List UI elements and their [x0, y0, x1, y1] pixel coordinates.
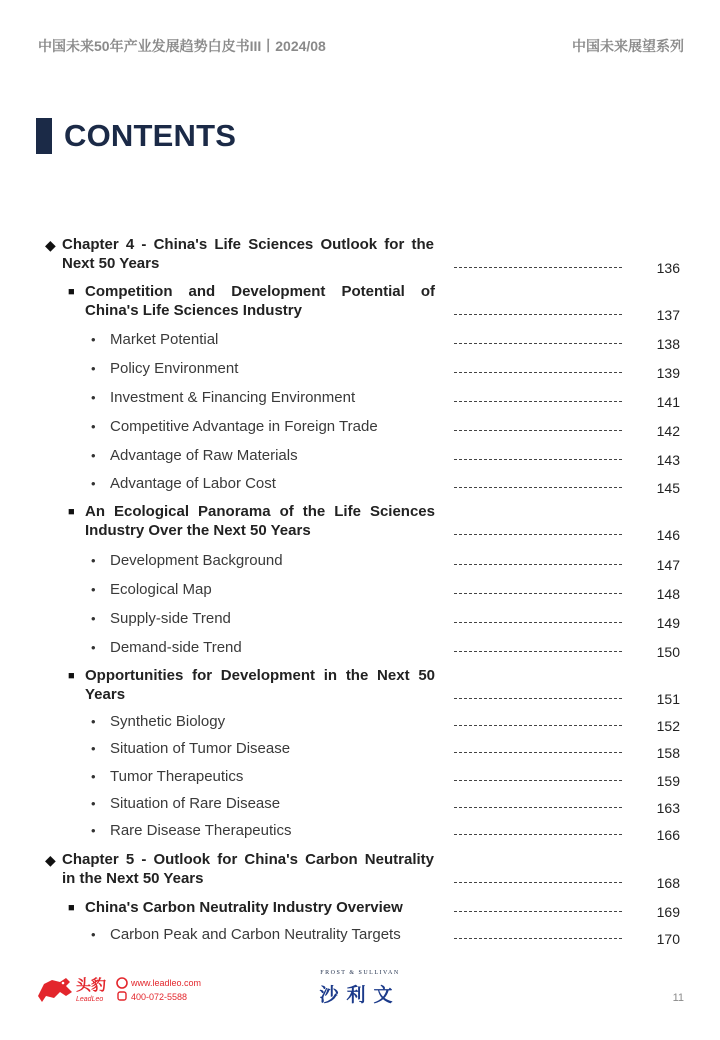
toc-entry-title[interactable]: Rare Disease Therapeutics	[110, 822, 292, 839]
toc-entry-title[interactable]: Chapter 5 - Outlook for China's Carbon Neutrality	[62, 851, 434, 868]
header-title: 中国未来50年产业发展趋势白皮书III丨2024/08	[38, 38, 326, 54]
toc-entry-title[interactable]: Ecological Map	[110, 581, 212, 598]
toc-page-number[interactable]: 169	[656, 904, 680, 920]
leader-dots	[454, 372, 622, 374]
diamond-icon: ◆	[45, 852, 56, 868]
dot-bullet-icon: •	[91, 582, 96, 597]
leader-dots	[454, 459, 622, 461]
toc-page-number[interactable]: 138	[656, 336, 680, 352]
brand-cn: 头豹	[76, 976, 107, 994]
toc-page-number[interactable]: 158	[656, 745, 680, 761]
leader-dots	[454, 807, 622, 809]
leader-dots	[454, 698, 622, 700]
leader-dots	[454, 834, 622, 836]
dot-bullet-icon: •	[91, 640, 96, 655]
leader-dots	[454, 593, 622, 595]
toc-entry-title[interactable]: Competitive Advantage in Foreign Trade	[110, 418, 378, 435]
dot-bullet-icon: •	[91, 611, 96, 626]
toc-page-number[interactable]: 159	[656, 773, 680, 789]
toc-page-number[interactable]: 145	[656, 480, 680, 496]
leader-dots	[454, 564, 622, 566]
toc-page-number[interactable]: 143	[656, 452, 680, 468]
toc-page-number[interactable]: 136	[656, 260, 680, 276]
leader-dots	[454, 343, 622, 345]
leader-dots	[454, 534, 622, 536]
dot-bullet-icon: •	[91, 390, 96, 405]
toc-entry-title[interactable]: Advantage of Labor Cost	[110, 475, 276, 492]
phone: 400-072-5588	[131, 992, 188, 1002]
dot-bullet-icon: •	[91, 714, 96, 729]
leader-dots	[454, 752, 622, 754]
leadleo-logo	[36, 970, 226, 1006]
square-bullet-icon: ■	[68, 902, 75, 914]
brand-en: LeadLeo	[76, 996, 104, 1003]
square-bullet-icon: ■	[68, 506, 75, 518]
toc-page-number[interactable]: 168	[656, 875, 680, 891]
toc-page-number[interactable]: 166	[656, 827, 680, 843]
leader-dots	[454, 882, 622, 884]
toc-page-number[interactable]: 137	[656, 307, 680, 323]
toc-entry-title[interactable]: An Ecological Panorama of the Life Sciences	[85, 503, 435, 520]
dot-bullet-icon: •	[91, 448, 96, 463]
toc-entry-title[interactable]: Situation of Tumor Disease	[110, 740, 291, 757]
page-number: 11	[672, 992, 684, 1004]
toc-entry-title[interactable]: in the Next 50 Years	[62, 870, 204, 887]
toc-page-number[interactable]: 146	[656, 527, 680, 543]
dot-bullet-icon: •	[91, 741, 96, 756]
toc-entry-title[interactable]: Situation of Rare Disease	[110, 795, 281, 812]
toc-page-number[interactable]: 150	[656, 644, 680, 660]
toc-entry-title[interactable]: Carbon Peak and Carbon Neutrality Targets	[110, 926, 401, 943]
toc-entry-title[interactable]: Development Background	[110, 552, 283, 569]
dot-bullet-icon: •	[91, 476, 96, 491]
dot-bullet-icon: •	[91, 796, 96, 811]
toc-entry-title[interactable]: Synthetic Biology	[110, 713, 226, 730]
toc-entry-title[interactable]: Advantage of Raw Materials	[110, 447, 298, 464]
dot-bullet-icon: •	[91, 419, 96, 434]
toc-entry-title[interactable]: Years	[85, 686, 126, 703]
partner-en: FROST & SULLIVAN	[320, 970, 400, 976]
dot-bullet-icon: •	[91, 769, 96, 784]
toc-page-number[interactable]: 152	[656, 718, 680, 734]
diamond-icon: ◆	[45, 237, 56, 253]
phone-icon	[118, 992, 126, 1000]
toc-entry-title[interactable]: China's Life Sciences Industry	[85, 302, 302, 319]
leader-dots	[454, 314, 622, 316]
square-bullet-icon: ■	[68, 670, 75, 682]
leader-dots	[454, 622, 622, 624]
toc-entry-title[interactable]: Next 50 Years	[62, 255, 160, 272]
leopard-icon	[36, 970, 226, 1006]
leader-dots	[454, 780, 622, 782]
frost-sullivan-logo	[310, 970, 410, 1006]
leader-dots	[454, 725, 622, 727]
leader-dots	[454, 938, 622, 940]
toc-entry-title[interactable]: Supply-side Trend	[110, 610, 231, 627]
toc-entry-title[interactable]: Demand-side Trend	[110, 639, 242, 656]
toc-entry-title[interactable]: China's Carbon Neutrality Industry Overview	[85, 899, 403, 916]
toc-page-number[interactable]: 148	[656, 586, 680, 602]
toc-entry-title[interactable]: Industry Over the Next 50 Years	[85, 522, 311, 539]
web-icon	[117, 978, 127, 988]
toc-page-number[interactable]: 142	[656, 423, 680, 439]
toc-page-number[interactable]: 163	[656, 800, 680, 816]
header-series: 中国未来展望系列	[572, 38, 684, 54]
toc-entry-title[interactable]: Tumor Therapeutics	[110, 768, 244, 785]
dot-bullet-icon: •	[91, 553, 96, 568]
dot-bullet-icon: •	[91, 361, 96, 376]
leader-dots	[454, 651, 622, 653]
leader-dots	[454, 911, 622, 913]
toc-page-number[interactable]: 141	[656, 394, 680, 410]
contents-title: CONTENTS	[64, 118, 237, 153]
toc-page-number[interactable]: 139	[656, 365, 680, 381]
website: www.leadleo.com	[131, 978, 202, 988]
dot-bullet-icon: •	[91, 332, 96, 347]
leader-dots	[454, 430, 622, 432]
toc-page-number[interactable]: 151	[656, 691, 680, 707]
leader-dots	[454, 487, 622, 489]
leader-dots	[454, 267, 622, 269]
toc-entry-title[interactable]: Chapter 4 - China's Life Sciences Outlook for the	[62, 236, 434, 253]
toc-page-number[interactable]: 170	[656, 931, 680, 947]
toc-entry-title[interactable]: Investment & Financing Environment	[110, 389, 356, 406]
toc-page-number[interactable]: 147	[656, 557, 680, 573]
dot-bullet-icon: •	[91, 823, 96, 838]
dot-bullet-icon: •	[91, 927, 96, 942]
leader-dots	[454, 401, 622, 403]
toc-entry-title[interactable]: Policy Environment	[110, 360, 239, 377]
toc-entry-title[interactable]: Opportunities for Development in the Next 50	[85, 667, 435, 684]
toc-entry-title[interactable]: Competition and Development Potential of	[85, 283, 435, 300]
toc-entry-title[interactable]: Market Potential	[110, 331, 219, 348]
square-bullet-icon: ■	[68, 286, 75, 298]
partner-cn: 沙利文	[319, 984, 401, 1006]
toc-page-number[interactable]: 149	[656, 615, 680, 631]
